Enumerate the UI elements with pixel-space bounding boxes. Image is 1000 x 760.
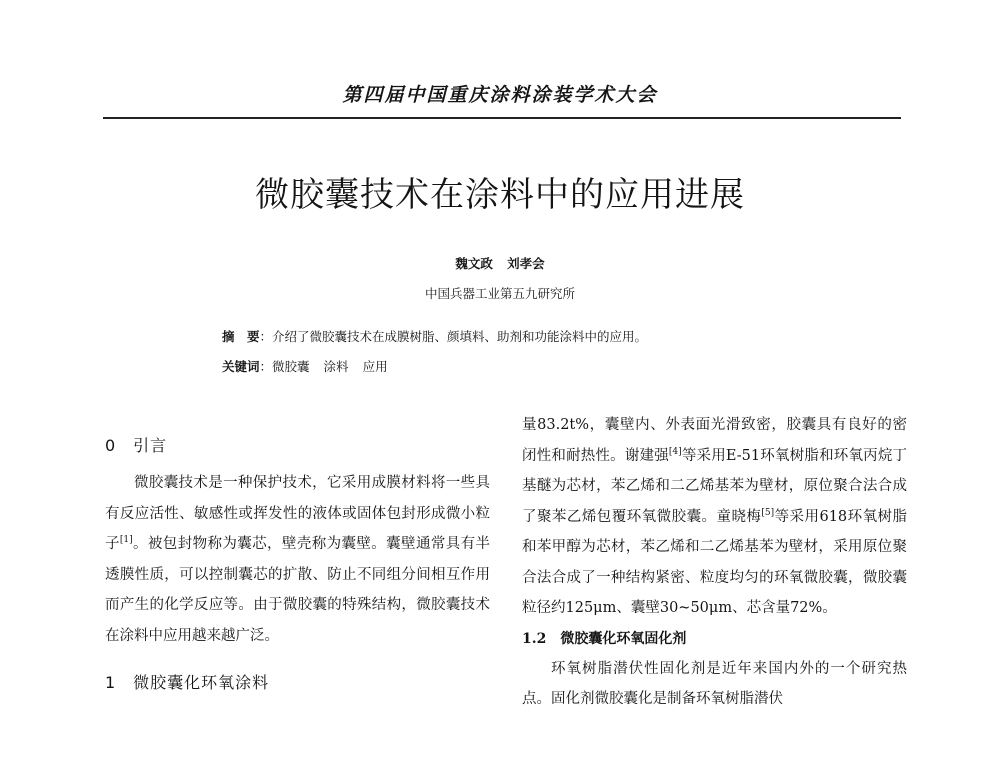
citation-5: [5] xyxy=(761,507,775,518)
citation-1: [1] xyxy=(119,535,133,546)
keyword: 微胶囊 xyxy=(272,359,310,374)
intro-text-1: 微胶囊技术是一种保护技术，它采用成膜材料将一些具有反应活性、敏感性或挥发性的液体或固体包封形成微小粒子 xyxy=(105,475,490,552)
cont-text-b: 等采用E-51环氧树脂和环氧丙烷丁基醚为芯材，苯乙烯和二乙烯基苯为壁材，原位聚合法合成了聚苯乙烯包覆环氧微胶囊。童晓梅 xyxy=(522,447,908,525)
left-column xyxy=(105,410,490,701)
keywords: 关键词：微胶囊 涂料 应用 xyxy=(222,359,388,374)
section-heading-1: 1 微胶囊化环氧涂料 xyxy=(105,673,270,692)
conference-header: 第四届中国重庆涂料涂装学术大会 xyxy=(342,84,658,106)
keyword: 涂料 xyxy=(323,359,349,374)
abstract-label: 摘 要 xyxy=(222,329,260,344)
intro-text-2: 。被包封物称为囊芯，壁壳称为囊壁。囊壁通常具有半透膜性质，可以控制囊芯的扩散、防止不同组分间相互作用而产生的化学反应等。由于微胶囊的特殊结构，微胶囊技术在涂料中应用越来越广泛。 xyxy=(105,536,490,644)
section-heading-intro: 0 引言 xyxy=(105,436,168,455)
abstract-text: 介绍了微胶囊技术在成膜树脂、颜填料、助剂和功能涂料中的应用。 xyxy=(272,329,648,344)
intro-paragraph xyxy=(105,468,490,651)
paper-title: 微胶囊技术在涂料中的应用进展 xyxy=(255,175,745,215)
keyword: 应用 xyxy=(362,359,388,374)
subsection-heading-1-2: 1.2 微胶囊化环氧固化剂 xyxy=(522,630,687,647)
affiliation: 中国兵器工业第五九研究所 xyxy=(424,286,575,301)
abstract: 摘 要：介绍了微胶囊技术在成膜树脂、颜填料、助剂和功能涂料中的应用。 xyxy=(222,329,648,344)
cont-text-c: 等采用618环氧树脂和苯甲醇为芯材，苯乙烯和二乙烯基苯为壁材，采用原位聚合法合成了一种结构紧密、粒度均匀的环氧微胶囊，微胶囊粒径约125μm、囊壁30~50μm、芯含量72%。 xyxy=(522,508,907,616)
cont-text-a: 量83.2t%，囊壁内、外表面光滑致密，胶囊具有良好的密闭性和耐热性。谢建强 xyxy=(522,417,907,464)
citation-4: [4] xyxy=(668,446,682,457)
authors: 魏文政 刘孝会 xyxy=(455,256,545,271)
subsection-1-2-paragraph: 环氧树脂潜伏性固化剂是近年来国内外的一个研究热点。固化剂微胶囊化是制备环氧树脂潜伏 xyxy=(522,660,907,707)
right-column xyxy=(522,410,907,715)
keywords-label: 关键词 xyxy=(222,359,260,374)
header-rule xyxy=(103,117,901,119)
continued-paragraph xyxy=(522,410,907,624)
